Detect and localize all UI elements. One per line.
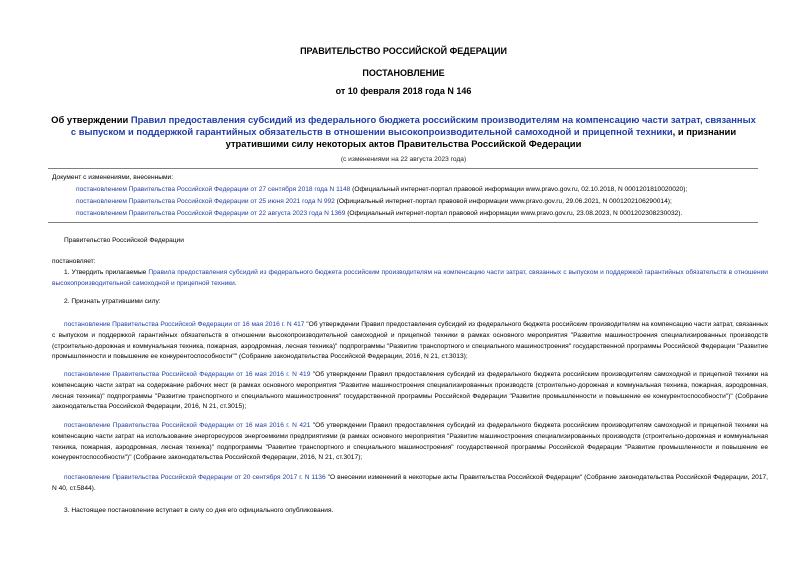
annulled-link[interactable]: постановление Правительства Российской Федерации от 16 мая 2016 г. N 419 [64,371,311,378]
org-heading: ПРАВИТЕЛЬСТВО РОССИЙСКОЙ ФЕДЕРАЦИИ [300,46,507,56]
divider-top [48,168,758,169]
title-suffix: , и признании утратившими силу некоторых актов Правительства Российской Федерации [225,126,737,149]
paragraph-1 [52,268,768,290]
government-line [52,236,768,247]
change-source: (Официальный интернет-портал правовой информации www.pravo.gov.ru, 23.08.2023, N 0001202308230032). [345,210,683,217]
annulled-link[interactable]: постановление Правительства Российской Федерации от 16 мая 2016 г. N 417 [64,321,305,328]
title-rules-link[interactable]: Правил предоставления субсидий из федерального бюджета российским производителям на компенсацию части затрат, связанных с выпуском и поддержкой гарантийных обязательств в отношении высокопроизводительной самоходной и прицепной техники [70,114,756,137]
p2-text: 2. Признать утратившими силу: [64,298,161,305]
paragraph-3 [52,506,768,517]
change-link[interactable]: постановлением Правительства Российской Федерации от 27 сентября 2018 года N 1148 [76,186,351,193]
annulled-item [52,370,768,413]
annulled-text: "Об утверждении Правил предоставления субсидий из федерального бюджета российским производителям на компенсацию части затрат, связанных с выпуском и поддержкой гарантийных обязательств в отношении высокопроизводительной самоходной и прицепной техники в рамках основного мероприятия "Развитие машиностроения специализированных производств (строительно-дорожная и коммунальная техника, пожарная, аэродромная, лесная техника)" подпрограммы "Развитие транспортного и специального машиностроения" государственной программы Российской Федерации "Развитие промышленности и повышение ее конкурентоспособности"" (Собрание законодательства Российской Федерации, 2016, N 21, ст.3013); [52,321,768,361]
annulled-text: "Об утверждении Правил предоставления субсидий из федерального бюджета российским производителям самоходной и прицепной техники на компенсацию части затрат на использование энергоресурсов энергоемкими предприятиями (в рамках основного мероприятия "Развитие машиностроения специализированных производств (строительно-дорожная и коммунальная техника, пожарная, аэродромная, лесная техника)" подпрограммы "Развитие транспортного и специального машиностроения" государственной программы Российской Федерации "Развитие промышленности и повышение ее конкурентоспособности")" (Собрание законодательства Российской Федерации, 2016, N 21, ст.3017); [52,422,768,462]
change-item [52,208,758,220]
paragraph-2 [52,297,768,308]
change-source: (Официальный интернет-портал правовой информации www.pravo.gov.ru, 29.06.2021, N 0001202106290014); [334,198,672,205]
change-link[interactable]: постановлением Правительства Российской Федерации от 25 июня 2021 года N 992 [76,198,335,205]
change-item [52,184,758,196]
p1-prefix: 1. Утвердить прилагаемые [64,269,149,276]
revision-note: (с изменениями на 22 августа 2023 года) [340,156,467,163]
annulled-item [52,473,768,495]
annulled-link[interactable]: постановление Правительства Российской Федерации от 16 мая 2016 г. N 421 [64,422,311,429]
p1-suffix: . [234,279,237,287]
government-text: Правительство Российской Федерации [64,237,184,244]
annulled-item [52,421,768,464]
document-title [48,114,759,150]
change-item [52,196,758,208]
date-number-heading: от 10 февраля 2018 года N 146 [335,86,472,96]
p1-rules-link[interactable]: Правила предоставления субсидий из федерального бюджета российским производителям на компенсацию части затрат, связанных с выпуском и поддержкой гарантийных обязательств в отношении высокопроизводительной самоходной и прицепной техники [52,269,768,287]
change-source: (Официальный интернет-портал правовой информации www.pravo.gov.ru, 02.10.2018, N 0001201810020020); [350,186,688,193]
changes-intro: Документ с изменениями, внесенными: [52,174,174,181]
divider-bottom [48,222,758,223]
p3-text: 3. Настоящее постановление вступает в силу со дня его официального опубликования. [64,507,334,514]
annulled-item [52,320,768,363]
annulled-link[interactable]: постановление Правительства Российской Федерации от 20 сентября 2017 г. N 1136 [64,474,326,481]
changes-block [52,172,758,220]
title-prefix: Об утверждении [51,114,131,125]
annulled-text: "О внесении изменений в некоторые акты Правительства Российской Федерации" (Собрание законодательства Российской Федерации, 2017, N 40, ст.5844). [52,474,769,492]
doc-type-heading: ПОСТАНОВЛЕНИЕ [362,68,445,78]
decrees-line: постановляет: [52,258,96,265]
change-link[interactable]: постановлением Правительства Российской Федерации от 22 августа 2023 года N 1369 [76,210,346,217]
annulled-text: "Об утверждении Правил предоставления субсидий из федерального бюджета российским производителям самоходной и прицепной техники на компенсацию части затрат на содержание рабочих мест (в рамках основного мероприятия "Развитие машиностроения специализированных производств (строительно-дорожная и коммунальная техника, пожарная, аэродромная, лесная техника)" подпрограммы "Развитие транспортного и специального машиностроения" государственной программы Российской Федерации "Развитие промышленности и повышение ее конкурентоспособности")" (Собрание законодательства Российской Федерации, 2016, N 21, ст.3015); [52,371,768,411]
